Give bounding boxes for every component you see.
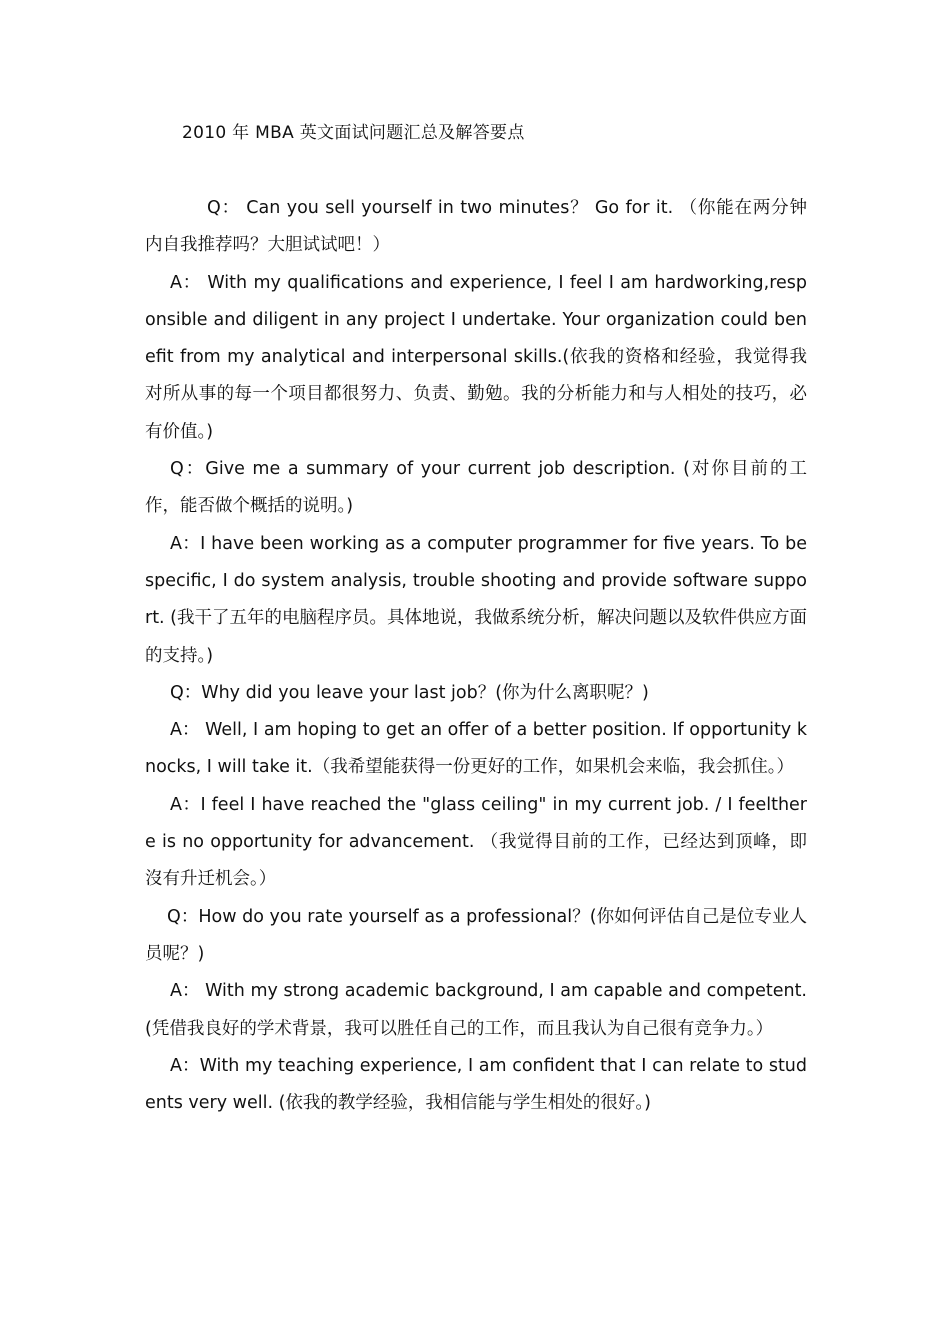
answer-paragraph: A： With my strong academic background, I am capable and competent. (凭借我良好的学术背景，我可以胜任自己的工作，而且我认为自己很有竞争力。） xyxy=(145,981,807,1039)
answer-paragraph: A： Well, I am hoping to get an offer of a better position. If opportunity knocks, I will take it.（我希望能获得一份更好的工作，如果机会来临，我会抓住。） xyxy=(145,720,807,778)
question-paragraph: Q：Give me a summary of your current job description. (对你目前的工作，能否做个概括的说明。) xyxy=(145,459,807,517)
answer-paragraph: A：I feel I have reached the "glass ceiling" in my current job. / I feelthere is no opportunity for advancement. （我觉得目前的工作，已经达到顶峰，即沒有升迁机会。） xyxy=(145,794,807,890)
answer-paragraph: A：I have been working as a computer programmer for five years. To be specific, I do system analysis, trouble shooting and provide software support. (我干了五年的电脑程序员。具体地说，我做系统分析，解决问题以及软件供应方面的支持。) xyxy=(145,533,808,666)
qa-body xyxy=(145,190,807,1122)
page-title: 2010 年 MBA 英文面试问题汇总及解答要点 xyxy=(182,123,525,143)
answer-paragraph: A：With my teaching experience, I am confident that I can relate to students very well. (依我的教学经验，我相信能与学生相处的很好。) xyxy=(145,1055,807,1114)
question-paragraph: Q：How do you rate yourself as a professional？(你如何评估自己是位专业人员呢？) xyxy=(145,906,807,964)
question-paragraph: Q： Can you sell yourself in two minutes？ Go for it. （你能在两分钟内自我推荐吗？大胆试试吧！） xyxy=(145,198,807,256)
question-paragraph: Q：Why did you leave your last job？(你为什么离职呢？) xyxy=(170,682,649,703)
answer-paragraph: A： With my qualifications and experience, I feel I am hardworking,responsible and diligent in any project I undertake. Your organization could benefit from my analytical and interpersonal skills.(依我的资格和经验，我觉得我对所从事的每一个项目都很努力、负责、勤勉。我的分析能力和与人相处的技巧，必有价值。) xyxy=(145,272,807,442)
